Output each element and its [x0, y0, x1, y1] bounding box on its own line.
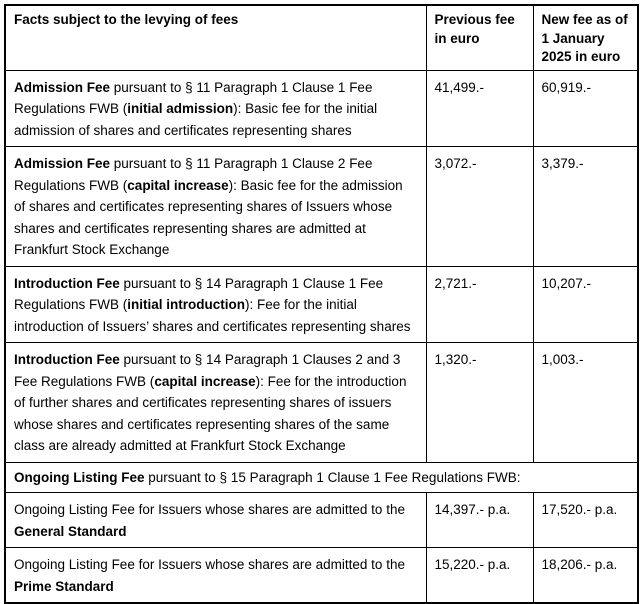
- text-run: ): Basic fee for the initial admission of shares and certificates representing shares: [14, 101, 378, 138]
- text-run: General Standard: [14, 523, 127, 539]
- header-new-fee: New fee as of 1 January 2025 in euro: [533, 5, 638, 70]
- new-fee-value: 18,206.- p.a.: [533, 548, 638, 604]
- fee-description: [5, 147, 426, 267]
- text-run: ): Fee for the introduction of further shares and certificates representing shares of issuers whose shares and certificates representing shares of the same class are already admitted at Frankfurt Stock Exchange: [14, 373, 407, 453]
- section-row-ongoing-listing-fee: [5, 462, 638, 493]
- text-run: pursuant to § 14 Paragraph 1 Clause 1 Fee Regulations FWB (: [14, 275, 384, 312]
- previous-fee-value: 15,220.- p.a.: [426, 548, 533, 604]
- header-previous-fee: Previous fee in euro: [426, 5, 533, 70]
- new-fee-value: 3,379.-: [533, 147, 638, 267]
- section-title: [5, 462, 638, 493]
- previous-fee-value: 2,721.-: [426, 266, 533, 343]
- fee-description: [5, 70, 426, 147]
- new-fee-value: 60,919.-: [533, 70, 638, 147]
- new-fee-value: 1,003.-: [533, 343, 638, 463]
- text-run: Admission Fee: [14, 156, 111, 171]
- fee-row-introduction-initial: [5, 266, 638, 343]
- fee-table: [4, 4, 639, 604]
- text-run: pursuant to § 14 Paragraph 1 Clauses 2 and 3 Fee Regulations FWB (: [14, 352, 401, 389]
- previous-fee-value: 14,397.- p.a.: [426, 493, 533, 548]
- text-run: Ongoing Listing Fee for Issuers whose shares are admitted to the: [14, 502, 405, 517]
- text-run: initial admission: [127, 101, 234, 116]
- fee-row-ongoing-general-standard: [5, 493, 638, 548]
- header-row: [5, 5, 638, 70]
- text-run: capital increase: [154, 373, 256, 389]
- header-facts: Facts subject to the levying of fees: [5, 5, 426, 70]
- text-run: initial introduction: [127, 297, 246, 312]
- fee-description: [5, 266, 426, 343]
- text-run: pursuant to § 11 Paragraph 1 Clause 1 Fee Regulations FWB (: [14, 79, 373, 116]
- previous-fee-value: 1,320.-: [426, 343, 533, 463]
- text-run: pursuant to § 11 Paragraph 1 Clause 2 Fee Regulations FWB (: [14, 156, 373, 193]
- text-run: ): Basic fee for the admission of shares and certificates representing shares of Issuers whose shares and certificates representing shares are admitted at Frankfurt Stock Exchange: [14, 177, 403, 257]
- new-fee-value: 10,207.-: [533, 266, 638, 343]
- fee-row-ongoing-prime-standard: [5, 548, 638, 604]
- text-run: Admission Fee: [14, 79, 111, 95]
- text-run: Ongoing Listing Fee for Issuers whose shares are admitted to the: [14, 557, 405, 572]
- previous-fee-value: 3,072.-: [426, 147, 533, 267]
- text-run: ): Fee for the initial introduction of Issuers’ shares and certificates representing shares: [14, 297, 411, 334]
- text-run: Prime Standard: [14, 578, 114, 594]
- new-fee-value: 17,520.- p.a.: [533, 493, 638, 548]
- fee-row-introduction-capital-increase: [5, 343, 638, 463]
- previous-fee-value: 41,499.-: [426, 70, 533, 147]
- text-run: capital increase: [127, 177, 229, 193]
- text-run: Introduction Fee: [14, 352, 120, 367]
- fee-description: [5, 493, 426, 548]
- fee-description: [5, 343, 426, 463]
- text-run: Ongoing Listing Fee: [14, 469, 145, 485]
- fee-row-admission-initial: [5, 70, 638, 147]
- text-run: pursuant to § 15 Paragraph 1 Clause 1 Fee Regulations FWB:: [144, 469, 521, 485]
- fee-row-admission-capital-increase: [5, 147, 638, 267]
- text-run: Introduction Fee: [14, 275, 120, 291]
- fee-description: [5, 548, 426, 604]
